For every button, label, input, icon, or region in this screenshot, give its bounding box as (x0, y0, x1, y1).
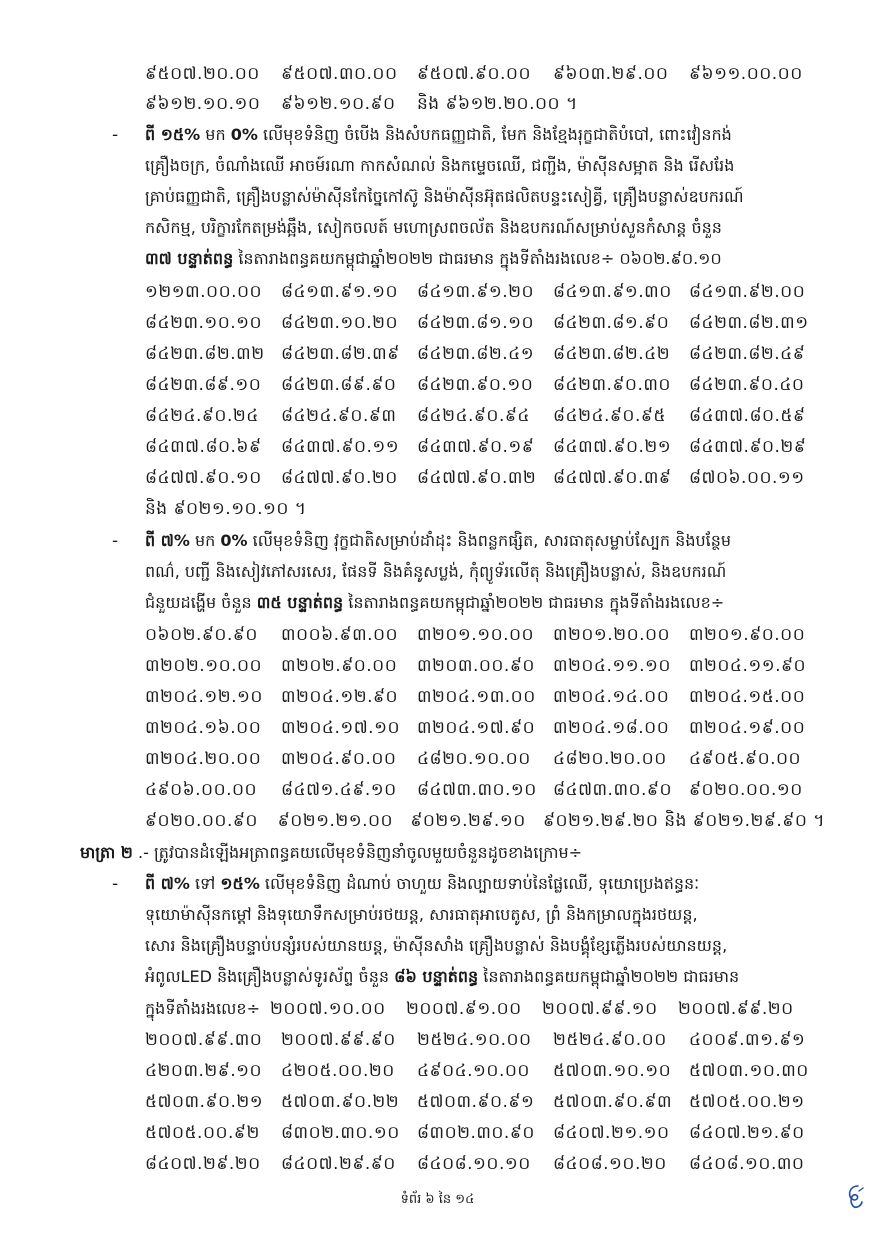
section2-codes-last-row (145, 804, 825, 838)
section3-codes-first-row (270, 992, 830, 1026)
tariff-code: ០៦០២.៩០.៩០ (145, 625, 258, 645)
tariff-code: ៨៤២៤.៩០.២៤ (145, 406, 259, 426)
tariff-code: ៨៤៣៧.៩០.១៩ (417, 437, 535, 457)
connector: មក (200, 125, 231, 144)
tariff-code: ៨៤១៣.៩១.១០ (281, 282, 399, 302)
rate-to: ១៥% (220, 874, 260, 893)
tariff-code: ៨៤២៣.៨១.៩០ (553, 313, 670, 333)
article-label: មាត្រា ២ (80, 843, 133, 862)
paragraph-text: នៃតារាងពន្ធគយកម្ពុជាឆ្នាំ២០២២ ជាធរមាន (478, 967, 740, 986)
tariff-code: ៥៧០៣.៩០.២១ (145, 1092, 264, 1112)
tariff-code: ៨៤៧៧.៩០.៣២ (417, 468, 537, 488)
tariff-code: ៨៤២៣.៨២.៣៩ (281, 344, 400, 364)
bullet-dash: - (112, 531, 119, 551)
section2-codes-row (145, 711, 825, 745)
tariff-code: ៣២០៤.១១.៩០ (689, 656, 807, 676)
signature-icon (844, 1183, 866, 1211)
section3-codes-row (145, 1054, 825, 1088)
section2-codes-row (145, 618, 825, 652)
tariff-code: ៤៨២០.២០.០០ (553, 749, 667, 769)
tariff-code: ៤៨២០.១០.០០ (417, 749, 531, 769)
tariff-code: ៨៤២៣.៩០.៣០ (553, 375, 671, 395)
tariff-code: ៣២០៤.៩០.០០ (281, 749, 397, 769)
tariff-code: ៣២០១.៩០.០០ (689, 625, 806, 645)
location-label: ក្នុងទីតាំងរងលេខ÷ (145, 999, 260, 1018)
paragraph-text: អំពូលLED និងគ្រឿងបន្លាស់ទូរស័ព្ទ ចំនួន (145, 967, 395, 986)
tariff-code: ១២១៣.០០.០០ (145, 282, 263, 302)
rate-from: ពី ១៥% (145, 125, 201, 144)
tariff-code: ៨៤៣៧.៨០.៥៩ (689, 406, 806, 426)
tariff-code: ៨៤២៣.៨២.៣១ (689, 313, 809, 333)
tariff-code: ២០០៧.៩១.០០ (406, 999, 522, 1019)
tariff-code: ៨៧០៦.០០.១១ (689, 468, 805, 488)
tariff-code: ៨៤០៧.២១.១០ (553, 1123, 670, 1143)
tariff-code: ៣២០៤.១២.១០ (145, 687, 263, 707)
tariff-code: ៣២០៤.២០.០០ (145, 749, 262, 769)
page-number: ទំព័រ ៦ នៃ ១៤ (400, 1192, 475, 1207)
article-text: .- ត្រូវបានដំឡើងអត្រាពន្ធគយលើមុខទំនិញនាំចូលមួយចំនួនដូចខាងក្រោម÷ (132, 843, 583, 862)
rate-to: 0% (230, 125, 258, 144)
section1-codes-row (145, 337, 825, 371)
section3-line-2: ទុយោម៉ាស៊ីនកម្តៅ និងទុយោទឹកសម្រាប់រថយន្ត, សារធាតុអាបេតូស, ព្រំ និងកម្រាលក្នុងរថយន្ត, (145, 905, 698, 924)
tariff-code: ៣២០១.១០.០០ (417, 625, 535, 645)
tariff-code: ៥៧០៣.៩០.៩១ (417, 1092, 535, 1112)
tariff-code: ៨៤៧៧.៩០.៣៩ (553, 468, 672, 488)
tariff-code: ៨៤៧៧.៩០.១០ (145, 468, 262, 488)
tariff-code: ៨៤០៨.១០.២០ (553, 1154, 667, 1174)
tariff-code: ២០០៧.១០.០០ (270, 999, 386, 1019)
tariff-code-last: ៩០២១.២៩.២០ និង ៩០២១.២៩.៩០ ។ (542, 811, 825, 831)
tariff-code: ៩០២០.០០.៩០ (145, 811, 258, 831)
tariff-code: ៨៤២៣.៨៩.៩០ (281, 375, 397, 395)
tariff-code-last: និង ៩៦១២.២០.០០ ។ (417, 94, 578, 114)
tariff-code: ៨៤៧៧.៩០.២០ (281, 468, 398, 488)
tariff-code: ៨៤២៣.៩០.១០ (417, 375, 534, 395)
section2-codes-row (145, 649, 825, 683)
top-codes-row-1 (145, 57, 825, 91)
section3-line-1 (145, 867, 825, 901)
tariff-line-count: ៣៧ បន្ទាត់ពន្ធ (145, 249, 234, 268)
tariff-code: ៩០២១.២១.០០ (277, 811, 394, 831)
tariff-code: ៤៩០៤.១០.០០ (417, 1061, 530, 1081)
tariff-code: ៨៤៣៧.៩០.២១ (553, 437, 672, 457)
paragraph-text: ជំនួយដង្ហើម ចំនួន (145, 593, 257, 612)
tariff-code: ៩៦១២.១០.៩០ (281, 94, 396, 114)
paragraph-text: នៃតារាងពន្ធគយកម្ពុជាឆ្នាំ២០២២ ជាធរមាន ក្នុងទីតាំងរងលេខ÷ (343, 593, 725, 612)
tariff-code: ៨៤០៧.២១.៩០ (689, 1123, 805, 1143)
tariff-code: ២០០៧.៩៩.៣០ (145, 1030, 263, 1050)
tariff-code: ៣២០៤.១៧.៩០ (417, 718, 536, 738)
section2-codes-row (145, 773, 825, 807)
tariff-code: ៤២០៥.០០.២០ (281, 1061, 395, 1081)
section2-line-3 (145, 586, 825, 620)
section3-codes-row (145, 1023, 825, 1057)
tariff-code: ៤០០៩.៣១.៩១ (689, 1030, 806, 1050)
section1-codes-row (145, 275, 825, 309)
tariff-code: ៨៤២៣.៨៩.១០ (145, 375, 262, 395)
tariff-code: ៨៤២៣.៨២.៤១ (417, 344, 535, 364)
tariff-code: ៨៤២៤.៩០.៩៣ (281, 406, 397, 426)
paragraph-text: លើមុខទំនិញ វុក្ខជាតិសម្រាប់ដាំដុះ និងពន្លកផ្សិត, សារធាតុសម្លាប់ស្បែក និងបន្ថែម (247, 531, 732, 550)
tariff-code: ២៥២៤.១០.០០ (417, 1030, 532, 1050)
tariff-code: ៣២០៤.១៧.១០ (281, 718, 400, 738)
section1-codes-last: និង ៩០២១.១០.១០ ។ (145, 499, 307, 519)
tariff-code: ៨៤២៣.៨២.៤៩ (689, 344, 806, 364)
section2-codes-row (145, 742, 825, 776)
paragraph-text: នៃតារាងពន្ធគយកម្ពុជាឆ្នាំ២០២២ ជាធរមាន ក្នុងទីតាំងរងលេខ÷ ០៦០២.៩០.១០ (233, 249, 722, 268)
tariff-code: ៥៧០៣.១០.៣០ (689, 1061, 809, 1081)
tariff-code: ៣២០៤.១៤.០០ (553, 687, 670, 707)
tariff-code: ៣២០៤.១៣.០០ (417, 687, 536, 707)
tariff-code: ៤៩០៦.០០.០០ (145, 780, 258, 800)
section3-codes-row (145, 1147, 825, 1181)
section2-codes-row (145, 680, 825, 714)
tariff-code: ៥៧០៥.០០.២១ (689, 1092, 805, 1112)
section1-line-3: គ្រាប់ធញ្ញជាតិ, គ្រឿងបន្លាស់ម៉ាស៊ីនកែច្នៃកៅស៊ូ និងម៉ាស៊ីនអ៊ុតផលិតបន្ទះសៀគ្វី, គ្រឿងបន្លាស់ឧបករណ៍ (145, 187, 744, 206)
tariff-code: ៨៤២៤.៩០.៩៥ (553, 406, 666, 426)
tariff-code: ៨៣០២.៣០.៩០ (417, 1123, 535, 1143)
section1-codes-row (145, 368, 825, 402)
tariff-line-count: ៣៥ បន្ទាត់ពន្ធ (256, 593, 344, 612)
tariff-code: ៨៤៣៧.៩០.២៩ (689, 437, 807, 457)
section3-line-4 (145, 960, 825, 994)
top-codes-row-2 (145, 87, 825, 121)
tariff-code: ៨៤៧៣.៣០.១០ (417, 780, 537, 800)
rate-to: 0% (220, 531, 248, 550)
tariff-line-count: ៨៦ បន្ទាត់ពន្ធ (394, 967, 479, 986)
tariff-code: ៩៦០៣.២៩.០០ (553, 64, 669, 84)
tariff-code: ៣២០៤.១៨.០០ (553, 718, 670, 738)
tariff-code: ៨៤៣៧.៨០.៦៩ (145, 437, 262, 457)
tariff-code: ៨៤២៤.៩០.៩៤ (417, 406, 530, 426)
section2-line-2: ពណ៌, បញ្ជី និងសៀវភៅសរសេរ, ផែនទី និងគំនូសប្លង់, កុំព្យូទ័រលើតុ និងគ្រឿងបន្លាស់, និងឧបករណ៍ (145, 562, 727, 581)
section1-line-5 (145, 242, 825, 276)
tariff-code: ៣២០៤.១២.៩០ (281, 687, 399, 707)
tariff-code: ៣០០៦.៩៣.០០ (281, 625, 399, 645)
tariff-code: ៥៧០៣.៩០.២២ (281, 1092, 400, 1112)
connector: ទៅ (189, 874, 221, 893)
tariff-code: ៥៧០៥.០០.៩២ (145, 1123, 260, 1143)
tariff-code: ៣២០២.៩០.០០ (281, 656, 398, 676)
article-2-heading (80, 836, 820, 870)
tariff-code: ៨៤១៣.៩១.២០ (417, 282, 535, 302)
tariff-code: ៣២០៤.១៦.០០ (145, 718, 262, 738)
tariff-code: ៣២០៤.១៩.០០ (689, 718, 806, 738)
tariff-code: ៨៤១៣.៩២.០០ (689, 282, 806, 302)
section1-line-4: កសិកម្ម, បរិក្ខារកែតម្រង់ឆ្អឹង, សៀកចលត៍ មហោស្រពចល័ត និងឧបករណ៍សម្រាប់សួនកំសាន្ត ចំនួន (145, 218, 722, 237)
section1-line-2: គ្រឿងចក្រ, ចំណាំងឈើ អាចម៍រណា កាកសំណល់ និងកម្ទេចឈើ, ជញ្ជីង, ម៉ាស៊ីនសម្អាត និង រើសរែង (145, 156, 735, 175)
tariff-code: ៨៤០៧.២៩.២០ (145, 1154, 261, 1174)
tariff-code: ៨៤៧១.៤៩.១០ (281, 780, 397, 800)
tariff-code: ៩៥០៧.៩០.០០ (417, 64, 532, 84)
rate-from: ពី ៧% (145, 874, 190, 893)
section1-codes-row (145, 306, 825, 340)
tariff-code: ៥៧០៣.៩០.៩៣ (553, 1092, 672, 1112)
tariff-code: ៣២០២.១០.០០ (145, 656, 263, 676)
tariff-code: ៨៣០២.៣០.១០ (281, 1123, 400, 1143)
section3-codes-row (145, 1085, 825, 1119)
tariff-code: ៨៤១៣.៩១.៣០ (553, 282, 672, 302)
tariff-code: ៨៤២៣.៨១.១០ (417, 313, 535, 333)
tariff-code: ៨៤២៣.១០.២០ (281, 313, 399, 333)
tariff-code: ២០០៧.៩៩.៩០ (281, 1030, 396, 1050)
tariff-code: ៨៤២៣.៨២.៣២ (145, 344, 265, 364)
tariff-code: ៩៦១១.០០.០០ (689, 64, 803, 84)
tariff-code: ៨៤២៣.១០.១០ (145, 313, 263, 333)
tariff-code: ៩៥០៧.២០.០០ (145, 64, 260, 84)
bullet-dash: - (112, 874, 119, 894)
tariff-code: ៤២០៣.២៩.១០ (145, 1061, 263, 1081)
section1-codes-row (145, 461, 825, 495)
paragraph-text: លើមុខទំនិញ ចំបើង និងសំបកធញ្ញជាតិ, មែក និងខ្មែងរុក្ខជាតិបំបៅ, ពោះវៀនកង់ (257, 125, 732, 144)
tariff-code: ៨៤២៣.៨២.៤២ (553, 344, 671, 364)
tariff-code: ៩០២១.២៩.១០ (410, 811, 526, 831)
tariff-code: ៣២០១.២០.០០ (553, 625, 671, 645)
section1-codes-row (145, 430, 825, 464)
tariff-code: ៩៥០៧.៣០.០០ (281, 64, 398, 84)
tariff-code: ៣២០៣.០០.៩០ (417, 656, 535, 676)
tariff-code: ៥៧០៣.១០.១០ (553, 1061, 672, 1081)
tariff-code: ៨៤៣៧.៩០.១១ (281, 437, 400, 457)
section3-line-3: សោរ និងគ្រឿងបន្ទាប់បន្សំរបស់យានយន្ត, ម៉ាស៊ីនសាំង គ្រឿងបន្លាស់ និងបង្គុំខ្សែភ្លើងរបស់យានយន្ត, (145, 936, 728, 955)
tariff-code: ២០០៧.៩៩.២០ (678, 999, 794, 1019)
tariff-code: ៨៤០៧.២៩.៩០ (281, 1154, 396, 1174)
section3-codes-row (145, 1116, 825, 1150)
tariff-code: ២៥២៤.៩០.០០ (553, 1030, 667, 1050)
tariff-code: ៨៤០៨.១០.១០ (417, 1154, 531, 1174)
tariff-code: ៨៤០៨.១០.៣០ (689, 1154, 805, 1174)
tariff-code: ៨៤៧៣.៣០.៩០ (553, 780, 672, 800)
tariff-code: ៣២០៤.១១.១០ (553, 656, 671, 676)
bullet-dash: - (112, 125, 119, 145)
section1-line-1 (145, 118, 825, 152)
tariff-code: ៣២០៤.១៥.០០ (689, 687, 806, 707)
section2-line-1 (145, 524, 825, 558)
tariff-code: ៩០២០.០០.១០ (689, 780, 803, 800)
tariff-code: ២០០៧.៩៩.១០ (542, 999, 658, 1019)
tariff-code: ៩៦១២.១០.១០ (145, 94, 261, 114)
connector: មក (189, 531, 221, 550)
section1-codes-row (145, 399, 825, 433)
rate-from: ពី ៧% (145, 531, 190, 550)
tariff-code: ៨៤២៣.៩០.៤០ (689, 375, 805, 395)
paragraph-text: លើមុខទំនិញ ដំណាប់ ចាហួយ និងល្បាយទាប់នៃផ្លែឈើ, ទុយោប្រេងឥន្ធនៈ (259, 874, 700, 893)
tariff-code: ៤៩០៥.៩០.០០ (689, 749, 802, 769)
